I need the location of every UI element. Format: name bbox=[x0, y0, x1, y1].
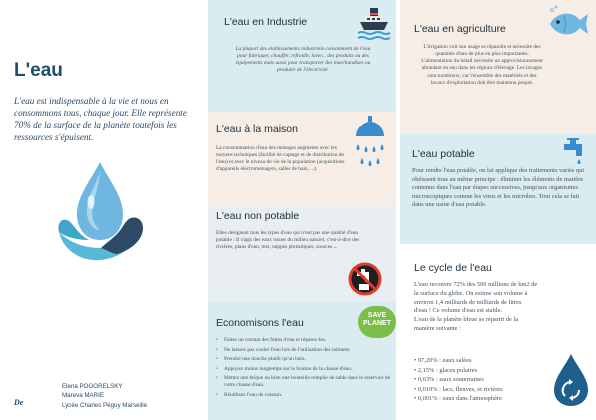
cycle-intro-line: la surface du globe. On estime son volume à bbox=[414, 289, 528, 297]
school-name: Lycée Charles Péguy Marseille bbox=[62, 401, 148, 409]
author-name: Elena POGORELSKY bbox=[62, 383, 123, 390]
tips-list bbox=[216, 337, 390, 401]
cycle-intro-line: L'eau de la planète bleue se répartit de la bbox=[414, 316, 519, 324]
cycle-intro-line: d'eau ! Ce volume d'eau est stable. bbox=[414, 307, 503, 315]
list-item: • Faites un constat des fuites d'eau et réparez-les. bbox=[216, 337, 390, 344]
list-item-text: 0,019% : lacs, fleuves, et rivières bbox=[417, 385, 503, 393]
water-tap-icon bbox=[560, 136, 590, 166]
footer-mark: De bbox=[14, 398, 24, 407]
panel-body: Elles désignent tous les types d'eau qui n'ont pas une qualité d'eau potable : Il s'agit des eaux issues du milieu naturel, c'est-à-dire des rivières, plans d'eau, mer, nappes phréatiques, sources ... bbox=[216, 230, 360, 251]
panel-potable bbox=[400, 134, 596, 244]
list-item: • 0,001% : eaux dans l'atmosphère bbox=[414, 395, 502, 403]
panel-title: L'eau potable bbox=[412, 148, 475, 160]
panel-body: L'irrigation voit son usage se répandre et nécessite des quantités d'eau de plus en plus importantes. L'alimentation du bétail nécessite un approvisionnement abondant en eau dans les régions d'élevage. Les lavages sont nombreux, car l'ensemble des matériels et des locaux d'exploitation doit être maintenu propre. bbox=[421, 44, 543, 86]
list-item: • 97,20% : eaux salées bbox=[414, 357, 472, 364]
list-item-text: 0,63% : eaux souterraines bbox=[417, 376, 484, 384]
list-item: • 0,63% : eaux souterraines bbox=[414, 376, 484, 384]
panel-economisons bbox=[208, 302, 396, 420]
author-name: Mareva MARIE bbox=[62, 392, 104, 400]
panel-non-potable bbox=[208, 206, 396, 302]
cycle-intro-line: L'eau recouvre 72% des 509 millions de km2 de bbox=[414, 281, 538, 288]
panel-title: Economisons l'eau bbox=[216, 317, 304, 329]
panel-body: La consommation d'eau des ménages augmente avec les moyens techniques (facilité de captage et de distribution de l'eau) et avec le niveau de vie de la population (acquisitions d'appareils électroménagers, salles de bain, ...). bbox=[216, 145, 345, 173]
cycle-intro-line: manière suivante : bbox=[414, 325, 461, 333]
cycle-list bbox=[414, 356, 554, 404]
cycle-intro-line: environ 1,4 milliards de milliards de litres bbox=[414, 298, 522, 306]
panel-title: L'eau à la maison bbox=[216, 123, 298, 135]
list-item: • Réutilisez l'eau de cuisson. bbox=[216, 392, 390, 399]
no-drinking-water-icon bbox=[348, 262, 382, 296]
panel-maison bbox=[208, 112, 396, 206]
intro-text: L'eau est indispensable à la vie et nous en consommons tous, chaque jour. Elle représente 70% de la surface de la planète toutefois les ressources s'épuisent. bbox=[14, 96, 187, 142]
fish-icon bbox=[546, 4, 590, 42]
list-item: • Prendre une douche plutôt qu'un bain. bbox=[216, 356, 390, 363]
authors bbox=[62, 382, 147, 410]
panel-body: La plupart des établissements industriels consomment de l'eau pour fabriquer, chauffer, refroidir, laver... des produits ou des équipements mais aussi pour transporter des marchandises ou produire de l'électricité. bbox=[235, 46, 371, 74]
list-item: • Ne laissez pas couler l'eau lors de l'utilisation des robinets. bbox=[216, 347, 390, 354]
list-item: • 0,019% : lacs, fleuves, et rivières bbox=[414, 385, 503, 393]
list-item: • 2,15% : glaces polaires bbox=[414, 366, 478, 374]
panel-cycle bbox=[400, 244, 596, 420]
panel-body: Pour rendre l'eau potable, on lui applique des traitements variés qui obéissent tous au même principe : éliminer les éléments de matière contenus dans l'eau par étapes successives, jusqu'aux organismes microscopiques comme les virus et les microbes. Tout cela se fait dans une usine d'eau potable. bbox=[412, 167, 585, 209]
shower-icon bbox=[352, 116, 388, 176]
panel-title: Le cycle de l'eau bbox=[414, 262, 492, 274]
panel-agriculture bbox=[400, 0, 596, 134]
list-item: • Mettez une brique ou bien une bouteille remplie de sable dans le réservoir de votre chasse d'eau. bbox=[216, 375, 390, 389]
panel-title: L'eau en Industrie bbox=[224, 16, 308, 28]
save-planet-badge: SAVE PLANET bbox=[358, 306, 396, 338]
water-cycle-icon bbox=[550, 352, 592, 408]
panel-industrie bbox=[208, 0, 396, 112]
cycle-intro bbox=[414, 281, 594, 334]
list-item-text: 0,001% : eaux dans l'atmosphère bbox=[417, 395, 502, 403]
panel-title: L'eau non potable bbox=[216, 210, 300, 222]
page-title: L'eau bbox=[14, 60, 63, 81]
list-item: • Appuyez moins longtemps sur le bouton de la chasse d'eau. bbox=[216, 366, 390, 373]
ship-icon bbox=[356, 6, 392, 42]
panel-title: L'eau en agriculture bbox=[414, 23, 506, 35]
list-item-text: 2,15% : glaces polaires bbox=[417, 366, 478, 374]
list-item-text: 97,20% : eaux salées bbox=[417, 357, 472, 364]
water-hands-icon bbox=[55, 158, 145, 268]
